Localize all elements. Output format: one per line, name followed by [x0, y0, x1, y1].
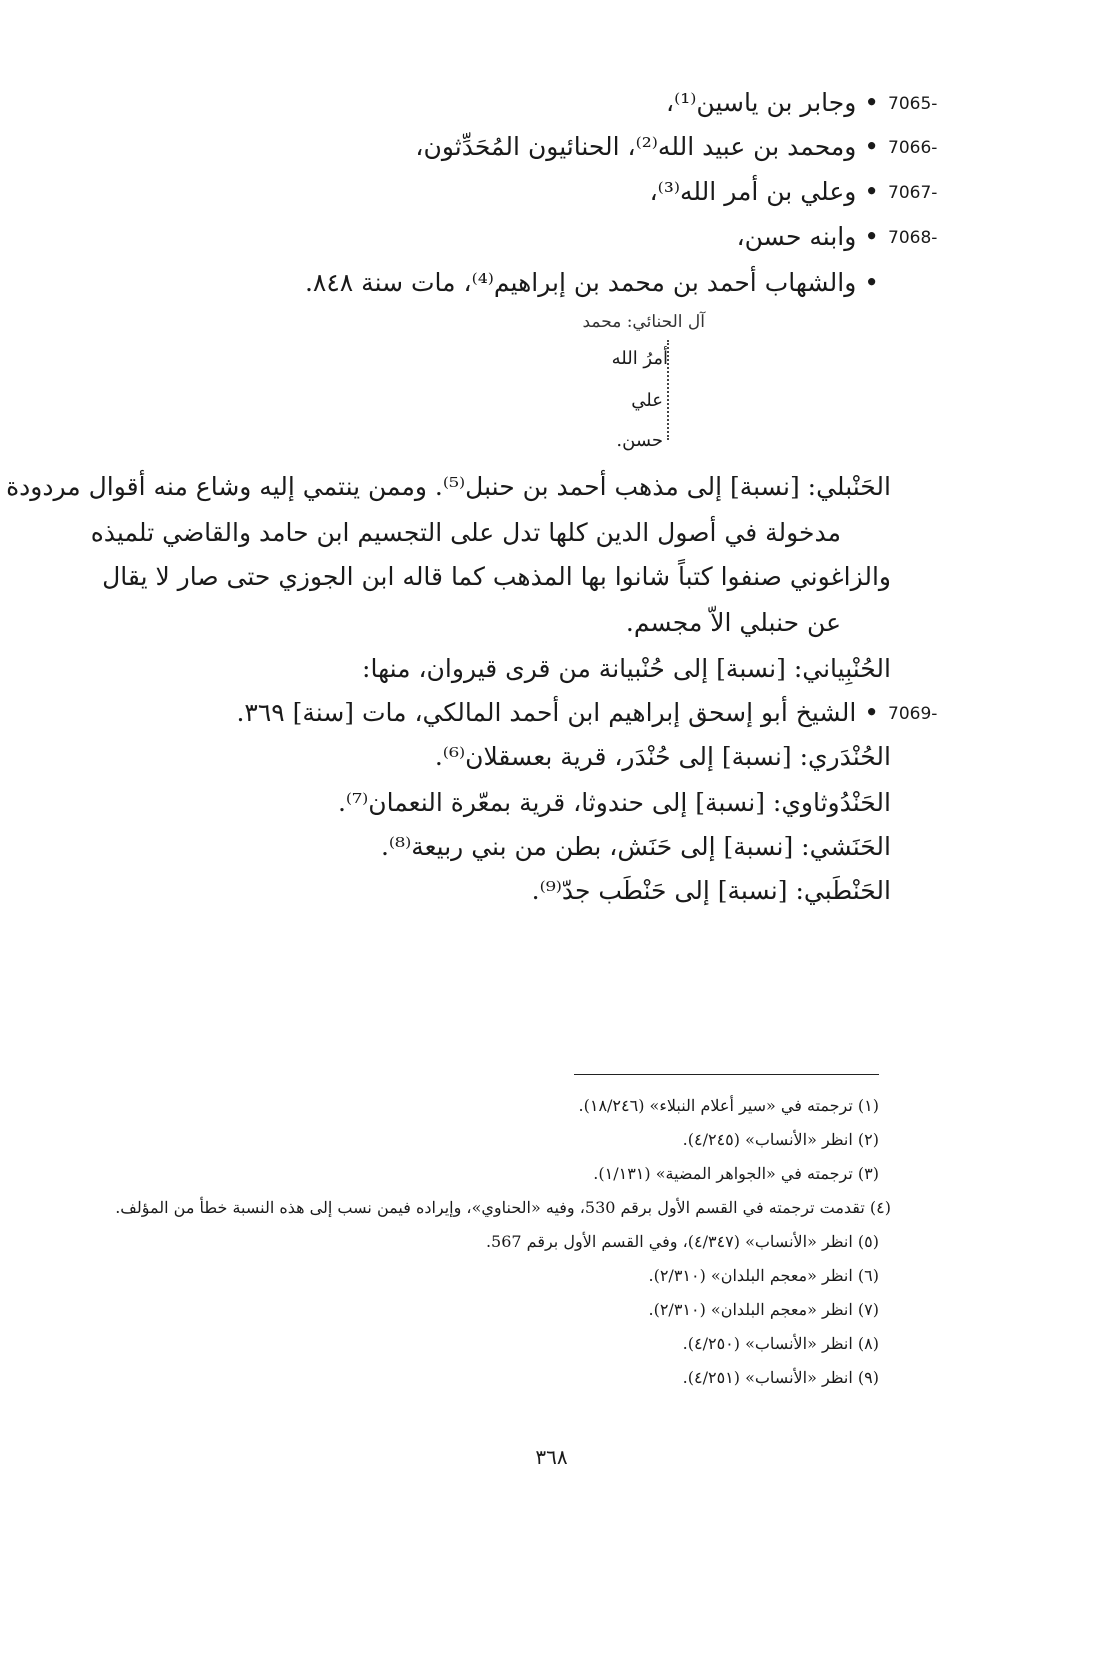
entry-text: • وجابر بن ياسين⁽¹⁾،: [666, 88, 879, 117]
entry-number: 7066-: [888, 138, 938, 158]
footnote: (٢) انظر «الأنساب» (٤/٢٤٥).: [682, 1130, 879, 1149]
entry-number: 7067-: [888, 183, 938, 203]
entry-number: 7065-: [888, 94, 938, 114]
paragraph-line: مدخولة في أصول الدين كلها تدل على التجسيم ابن حامد والقاضي تلميذه: [90, 518, 841, 547]
entry-text: • ومحمد بن عبيد الله⁽²⁾، الحنائيون المُحَدِّثون،: [415, 132, 879, 161]
entry-text: • الشيخ أبو إسحق إبراهيم ابن أحمد المالكي، مات [سنة] ٣٦٩.: [236, 698, 879, 727]
entry-number: 7069-: [888, 704, 938, 724]
footnote: (٧) انظر «معجم البلدان» (٢/٣١٠).: [648, 1300, 879, 1319]
footnote-separator: [574, 1074, 879, 1075]
footnote: (٤) تقدمت ترجمته في القسم الأول برقم 530، وفيه «الحناوي»، وإيراده فيمن نسب إلى هذه النسبة خطأ من المؤلف.: [115, 1198, 891, 1217]
nisba-line: الحَنْدُوثاوي: [نسبة] إلى حندوثا، قرية بمعّرة النعمان⁽⁷⁾.: [337, 788, 891, 817]
entry-text: • وعلي بن أمر الله⁽³⁾،: [649, 177, 879, 206]
entry-text: • وابنه حسن،: [736, 222, 879, 251]
footnote: (٣) ترجمته في «الجواهر المضية» (١/١٣١).: [593, 1164, 879, 1183]
tree-node: حسن.: [616, 430, 663, 451]
footnote: (٦) انظر «معجم البلدان» (٢/٣١٠).: [648, 1266, 879, 1285]
footnote: (٨) انظر «الأنساب» (٤/٢٥٠).: [682, 1334, 879, 1353]
page-number: ٣٦٨: [535, 1445, 568, 1469]
nisba-line: الحَنَشي: [نسبة] إلى حَنَش، بطن من بني ربيعة⁽⁸⁾.: [380, 832, 891, 861]
nisba-line: الحَنْطَبي: [نسبة] إلى حَنْطَب جدّ⁽⁹⁾.: [531, 876, 891, 905]
nisba-line: الحُنْدَري: [نسبة] إلى حُنْدَر، قرية بعسقلان⁽⁶⁾.: [434, 742, 891, 771]
paragraph-line: الحُنْبِياني: [نسبة] إلى حُنْبيانة من قرى قيروان، منها:: [362, 654, 891, 683]
entry-text: • والشهاب أحمد بن محمد بن إبراهيم⁽⁴⁾، مات سنة ٨٤٨.: [304, 268, 879, 297]
footnote: (٥) انظر «الأنساب» (٤/٣٤٧)، وفي القسم الأول برقم 567.: [485, 1232, 879, 1251]
entry-number: 7068-: [888, 228, 938, 248]
tree-node: أمرُ الله: [611, 348, 668, 369]
footnote: (٩) انظر «الأنساب» (٤/٢٥١).: [682, 1368, 879, 1387]
tree-node: علي: [631, 390, 663, 411]
paragraph-line: والزاغوني صنفوا كتباً شانوا بها المذهب كما قاله ابن الجوزي حتى صار لا يقال: [102, 562, 891, 591]
paragraph-line: عن حنبلي الاّ مجسم.: [625, 608, 841, 637]
paragraph-line: الحَنْبلي: [نسبة] إلى مذهب أحمد بن حنبل⁽⁵⁾. وممن ينتمي إليه وشاع منه أقوال مردودة: [6, 472, 891, 501]
family-tree-label: آل الحنائي: محمد: [582, 312, 705, 332]
footnote: (١) ترجمته في «سير أعلام النبلاء» (١٨/٢٤٦).: [578, 1096, 879, 1115]
